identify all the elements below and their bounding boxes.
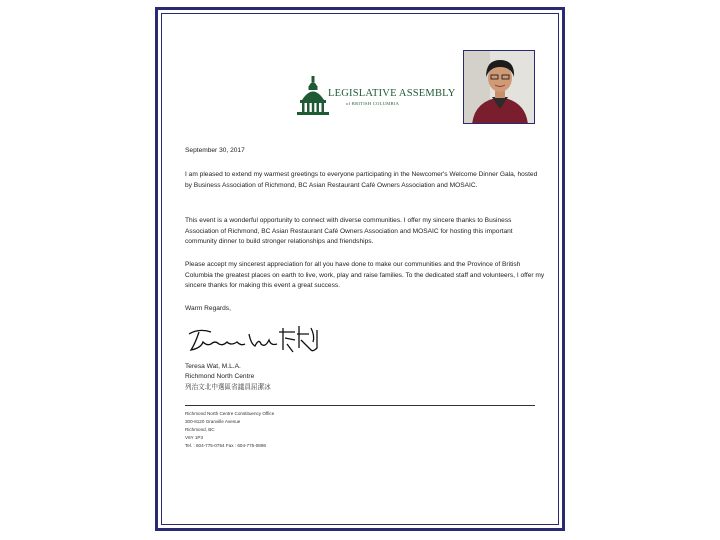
footer-divider — [185, 405, 535, 406]
footer-postal: V6Y 1P3 — [185, 435, 204, 440]
footer-city: Richmond, BC — [185, 427, 215, 432]
signatory-riding: Richmond North Centre — [185, 373, 255, 381]
signatory-chinese-title: 列治文北中選區省議員屈潔冰 — [185, 383, 271, 391]
letter-closing: Warm Regards, — [185, 305, 231, 312]
signatory-name: Teresa Wat, M.L.A. — [185, 363, 241, 370]
portrait-photo — [463, 50, 535, 124]
letter-paragraph-3: Please accept my sincerest appreciation for all you have done to make our communities and the Province of British Columbia the greatest places on earth to live, work, play and raise families. To the dedicated staff and volunteers, I offer my sincere thanks for making this event a great success. — [185, 261, 545, 290]
letter-paragraph-1: I am pleased to extend my warmest greetings to everyone participating in the Newcomer's Welcome Dinner Gala, hosted by Business Association of Richmond, BC Asian Restaurant Café Owners Association and MOSAIC. — [185, 171, 538, 189]
logo-title: LEGISLATIVE ASSEMBLY — [328, 88, 456, 99]
office-footer — [185, 410, 274, 450]
legislative-assembly-logo — [296, 74, 456, 124]
logo-subtitle: of BRITISH COLUMBIA — [346, 101, 400, 106]
legislature-dome-icon — [296, 74, 330, 118]
letter-paragraph-2: This event is a wonderful opportunity to connect with diverse communities. I offer my sincere thanks to Business Association of Richmond, BC Asian Restaurant Café Owners Association and MOSAIC for hosting this important community dinner to build stronger relationships and friendships. — [185, 217, 513, 246]
handwritten-signature — [185, 320, 325, 365]
footer-phone-fax: Tel. : 604-775-0754 Fax : 604-775-0898 — [185, 443, 266, 448]
footer-office: Richmond North Centre Constituency Office — [185, 411, 275, 416]
letter-frame — [155, 7, 565, 531]
signatory-block — [185, 362, 545, 393]
footer-address: 300-8120 Granville Avenue — [185, 419, 241, 424]
letter-date: September 30, 2017 — [185, 147, 245, 154]
